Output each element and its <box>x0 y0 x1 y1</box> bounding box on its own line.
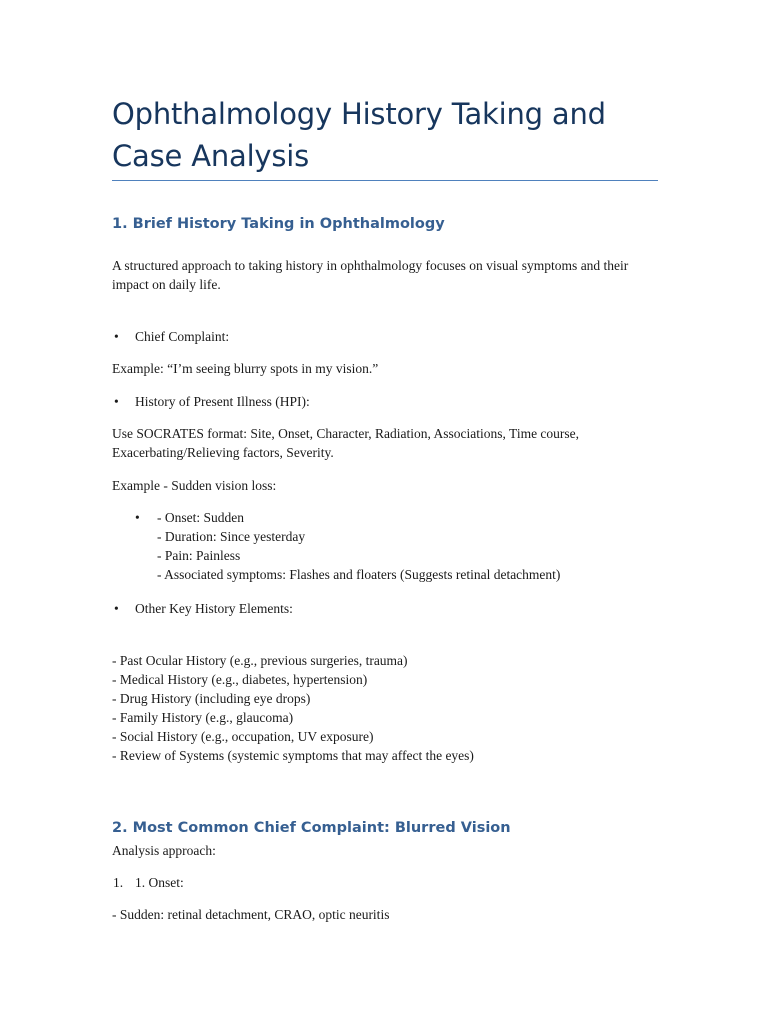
bullet-glyph: • <box>135 510 140 525</box>
other-item: - Review of Systems (systemic symptoms that may affect the eyes) <box>112 748 474 763</box>
list-number: 1. <box>113 875 124 890</box>
section-2-heading: 2. Most Common Chief Complaint: Blurred Vision <box>112 820 511 836</box>
example-heading: Example - Sudden vision loss: <box>112 478 277 493</box>
onset-label: 1. Onset: <box>135 875 184 890</box>
other-item: - Social History (e.g., occupation, UV exposure) <box>112 729 374 744</box>
section-1-heading: 1. Brief History Taking in Ophthalmology <box>112 216 445 232</box>
other-item: - Drug History (including eye drops) <box>112 691 311 706</box>
example-item: - Associated symptoms: Flashes and floaters (Suggests retinal detachment) <box>157 567 561 582</box>
intro-paragraph: A structured approach to taking history in ophthalmology focuses on visual symptoms and their impact on daily life. <box>112 258 629 292</box>
analysis-approach: Analysis approach: <box>112 843 216 858</box>
bullet-glyph: • <box>114 329 119 344</box>
hpi-label: History of Present Illness (HPI): <box>135 394 310 409</box>
sudden-causes: - Sudden: retinal detachment, CRAO, optic neuritis <box>112 907 390 922</box>
title-divider <box>112 180 658 181</box>
other-elements-list <box>112 651 658 765</box>
other-item: - Family History (e.g., glaucoma) <box>112 710 294 725</box>
chief-complaint-example: Example: “I’m seeing blurry spots in my vision.” <box>112 361 379 376</box>
example-item: - Onset: Sudden <box>157 510 244 525</box>
socrates-paragraph: Use SOCRATES format: Site, Onset, Character, Radiation, Associations, Time course, Exacerbating/Relieving factors, Severity. <box>112 426 580 460</box>
other-item: - Past Ocular History (e.g., previous surgeries, trauma) <box>112 653 408 668</box>
other-item: - Medical History (e.g., diabetes, hypertension) <box>112 672 368 687</box>
other-elements-label: Other Key History Elements: <box>135 601 293 616</box>
example-item: - Pain: Painless <box>157 548 241 563</box>
chief-complaint-label: Chief Complaint: <box>135 329 230 344</box>
bullet-glyph: • <box>114 394 119 409</box>
example-item: - Duration: Since yesterday <box>157 529 306 544</box>
page-title: Ophthalmology History Taking and Case Analysis <box>112 97 606 173</box>
bullet-glyph: • <box>114 601 119 616</box>
